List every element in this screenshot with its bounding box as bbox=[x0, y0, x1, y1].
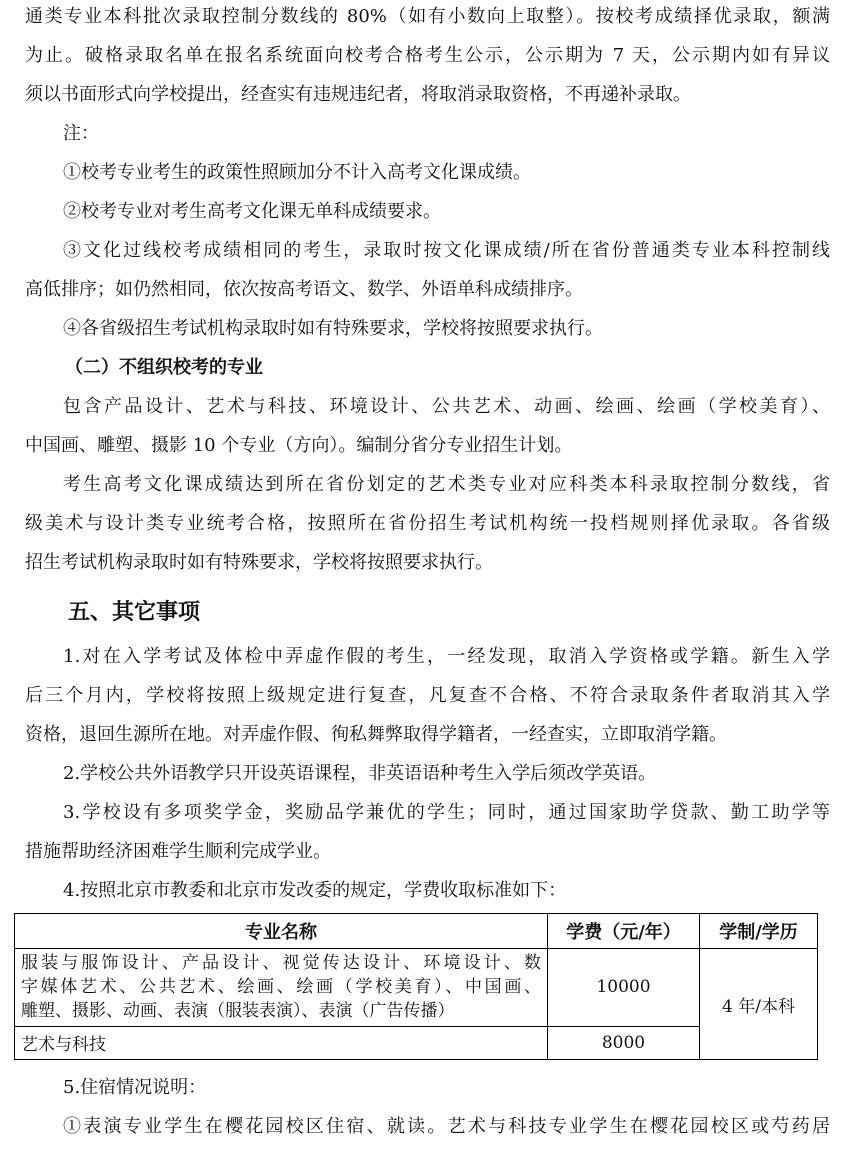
majors-line: 服装与服饰设计、产品设计、视觉传达设计、环境设计、数 bbox=[21, 953, 541, 974]
table-header-major: 专业名称 bbox=[15, 914, 548, 949]
paragraph-line: 招生考试机构录取时如有特殊要求，学校将按照要求执行。 bbox=[25, 552, 493, 573]
majors-line: 字媒体艺术、公共艺术、绘画、绘画（学校美育）、中国画、 bbox=[21, 977, 541, 998]
section-heading: （二）不组织校考的专业 bbox=[65, 357, 263, 378]
paragraph-line: 3.学校设有多项奖学金，奖励品学兼优的学生；同时，通过国家助学贷款、勤工助学等 bbox=[63, 802, 830, 823]
tuition-fee-table bbox=[14, 913, 818, 1060]
table-header-row bbox=[15, 914, 818, 949]
note-item-1: ①校考专业考生的政策性照顾加分不计入高考文化课成绩。 bbox=[63, 162, 531, 183]
table-header-fee: 学费（元/年） bbox=[548, 914, 700, 949]
paragraph-line: 资格，退回生源所在地。对弄虚作假、徇私舞弊取得学籍者，一经查实，立即取消学籍。 bbox=[25, 724, 727, 745]
paragraph-line: ①表演专业学生在樱花园校区住宿、就读。艺术与科技专业学生在樱花园校区或芍药居 bbox=[63, 1116, 830, 1137]
table-cell-fee: 8000 bbox=[548, 1026, 700, 1059]
note-label: 注： bbox=[63, 123, 99, 144]
table-row bbox=[15, 1026, 818, 1059]
table-header-duration: 学制/学历 bbox=[700, 914, 818, 949]
note-item-4: ④各省级招生考试机构录取时如有特殊要求，学校将按照要求执行。 bbox=[63, 318, 603, 339]
majors-line: 雕塑、摄影、动画、表演（服装表演）、表演（广告传播） bbox=[21, 1001, 455, 1022]
paragraph-line: 4.按照北京市教委和北京市发改委的规定，学费收取标准如下： bbox=[63, 880, 567, 901]
table-cell-major-name: 艺术与科技 bbox=[15, 1026, 548, 1059]
paragraph-line: 为止。破格录取名单在报名系统面向校考合格考生公示，公示期为 7 天，公示期内如有异议 bbox=[25, 45, 830, 66]
paragraph-line: 2.学校公共外语教学只开设英语课程，非英语语种考生入学后须改学英语。 bbox=[63, 763, 657, 784]
note-item-2: ②校考专业对考生高考文化课无单科成绩要求。 bbox=[63, 201, 441, 222]
paragraph-line: 通类专业本科批次录取控制分数线的 80%（如有小数向上取整）。按校考成绩择优录取，额满 bbox=[25, 6, 830, 27]
table-cell-fee: 10000 bbox=[548, 949, 700, 1027]
chapter-heading: 五、其它事项 bbox=[68, 600, 201, 625]
table-row bbox=[15, 949, 818, 1027]
paragraph-line: 1.对在入学考试及体检中弄虚作假的考生，一经发现，取消入学资格或学籍。新生入学 bbox=[63, 646, 830, 667]
paragraph-line: 中国画、雕塑、摄影 10 个专业（方向）。编制分省分专业招生计划。 bbox=[25, 435, 573, 456]
table-cell-majors bbox=[15, 949, 548, 1027]
paragraph-line: 考生高考文化课成绩达到所在省份划定的艺术类专业对应科类本科录取控制分数线，省 bbox=[63, 474, 830, 495]
note-item-3-line: 高低排序；如仍然相同，依次按高考语文、数学、外语单科成绩排序。 bbox=[25, 279, 583, 300]
paragraph-line: 后三个月内，学校将按照上级规定进行复查，凡复查不合格、不符合录取条件者取消其入学 bbox=[25, 685, 830, 706]
paragraph-line: 级美术与设计类专业统考合格，按照所在省份招生考试机构统一投档规则择优录取。各省级 bbox=[25, 513, 830, 534]
paragraph-line: 措施帮助经济困难学生顺利完成学业。 bbox=[25, 841, 331, 862]
note-item-3-line: ③文化过线校考成绩相同的考生，录取时按文化课成绩/所在省份普通类专业本科控制线 bbox=[63, 240, 830, 261]
paragraph-line: 5.住宿情况说明： bbox=[63, 1077, 207, 1098]
paragraph-line: 须以书面形式向学校提出，经查实有违规违纪者，将取消录取资格，不再递补录取。 bbox=[25, 84, 691, 105]
table-cell-duration: 4 年/本科 bbox=[700, 949, 818, 1060]
paragraph-line: 包含产品设计、艺术与科技、环境设计、公共艺术、动画、绘画、绘画（学校美育）、 bbox=[63, 396, 830, 417]
